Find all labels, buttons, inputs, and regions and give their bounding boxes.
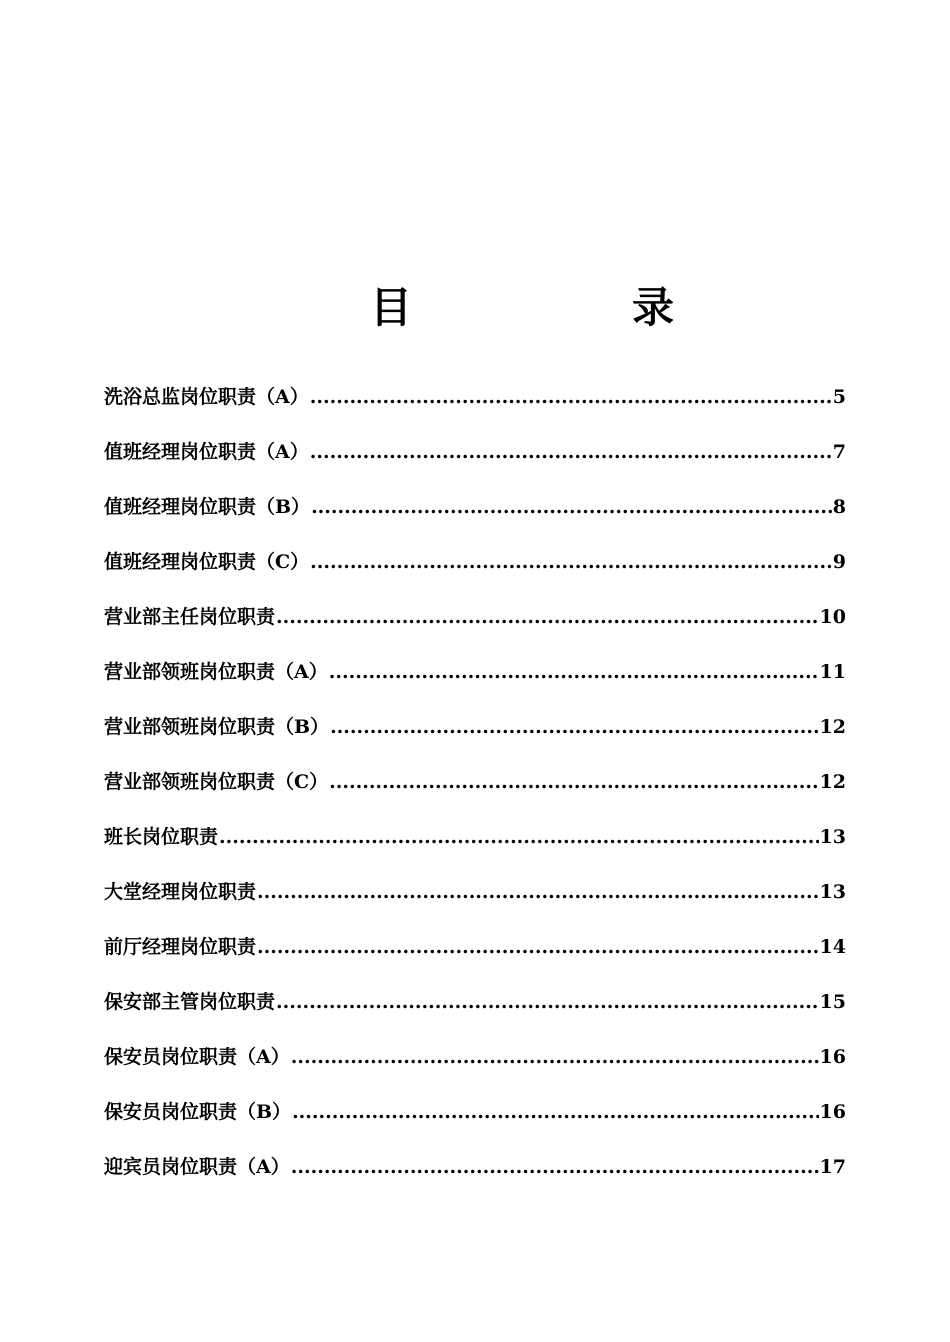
toc-entry-label: 营业部领班岗位职责（C）	[104, 771, 329, 793]
toc-dot-leader	[329, 759, 818, 805]
toc-entry-label: 保安部主管岗位职责	[104, 991, 276, 1013]
toc-entry-label: 保安员岗位职责（A）	[104, 1046, 290, 1068]
toc-title	[0, 282, 950, 342]
toc-entry-label: 班长岗位职责	[104, 826, 219, 848]
toc-entry-page: 12	[819, 716, 846, 738]
toc-entry-label: 洗浴总监岗位职责（A）	[104, 386, 309, 408]
toc-dot-leader	[292, 1089, 818, 1135]
toc-entry-page: 12	[819, 771, 846, 793]
toc-entry-page: 10	[819, 606, 846, 628]
toc-dot-leader	[257, 924, 819, 970]
toc-entry-page: 15	[819, 991, 846, 1013]
toc-entry[interactable]	[104, 924, 846, 979]
toc-entry[interactable]	[104, 484, 846, 539]
toc-entry-label: 营业部领班岗位职责（A）	[104, 661, 328, 683]
toc-entry-page: 14	[819, 936, 846, 958]
toc-entry-page: 11	[819, 661, 846, 683]
toc-entry[interactable]	[104, 759, 846, 814]
toc-entry-label: 营业部主任岗位职责	[104, 606, 276, 628]
toc-entry-page: 16	[819, 1046, 846, 1068]
toc-dot-leader	[219, 814, 819, 860]
toc-entry[interactable]	[104, 374, 846, 429]
toc-entry-page: 17	[819, 1156, 846, 1178]
toc-entry-label: 值班经理岗位职责（A）	[104, 441, 309, 463]
toc-dot-leader	[311, 484, 832, 530]
toc-entry[interactable]	[104, 704, 846, 759]
toc-entry-page: 9	[832, 551, 846, 573]
toc-entry-page: 5	[832, 386, 846, 408]
toc-list	[104, 374, 846, 1199]
toc-title-char-2: 录	[632, 283, 675, 332]
toc-dot-leader	[310, 374, 832, 420]
toc-entry-label: 值班经理岗位职责（B）	[104, 496, 311, 518]
toc-dot-leader	[310, 539, 832, 585]
toc-entry-page: 16	[819, 1101, 846, 1123]
toc-entry-page: 13	[819, 826, 846, 848]
toc-entry-page: 7	[832, 441, 846, 463]
toc-entry-page: 13	[819, 881, 846, 903]
toc-entry[interactable]	[104, 1144, 846, 1199]
toc-dot-leader	[291, 1144, 819, 1190]
toc-entry-label: 大堂经理岗位职责	[104, 881, 257, 903]
toc-entry[interactable]	[104, 539, 846, 594]
toc-entry-label: 迎宾员岗位职责（A）	[104, 1156, 290, 1178]
toc-entry[interactable]	[104, 594, 846, 649]
toc-entry[interactable]	[104, 429, 846, 484]
toc-dot-leader	[330, 704, 818, 750]
toc-dot-leader	[291, 1034, 819, 1080]
toc-entry-label: 营业部领班岗位职责（B）	[104, 716, 330, 738]
toc-dot-leader	[310, 429, 832, 475]
toc-entry-label: 前厅经理岗位职责	[104, 936, 257, 958]
toc-dot-leader	[329, 649, 819, 695]
toc-entry[interactable]	[104, 649, 846, 704]
toc-entry[interactable]	[104, 1034, 846, 1089]
toc-dot-leader	[276, 594, 819, 640]
toc-dot-leader	[276, 979, 819, 1025]
toc-entry[interactable]	[104, 869, 846, 924]
toc-entry-page: 8	[832, 496, 846, 518]
toc-entry-label: 保安员岗位职责（B）	[104, 1101, 292, 1123]
toc-dot-leader	[257, 869, 819, 915]
toc-entry[interactable]	[104, 979, 846, 1034]
toc-title-char-1: 目	[370, 283, 413, 332]
toc-entry[interactable]	[104, 814, 846, 869]
toc-entry[interactable]	[104, 1089, 846, 1144]
toc-entry-label: 值班经理岗位职责（C）	[104, 551, 310, 573]
